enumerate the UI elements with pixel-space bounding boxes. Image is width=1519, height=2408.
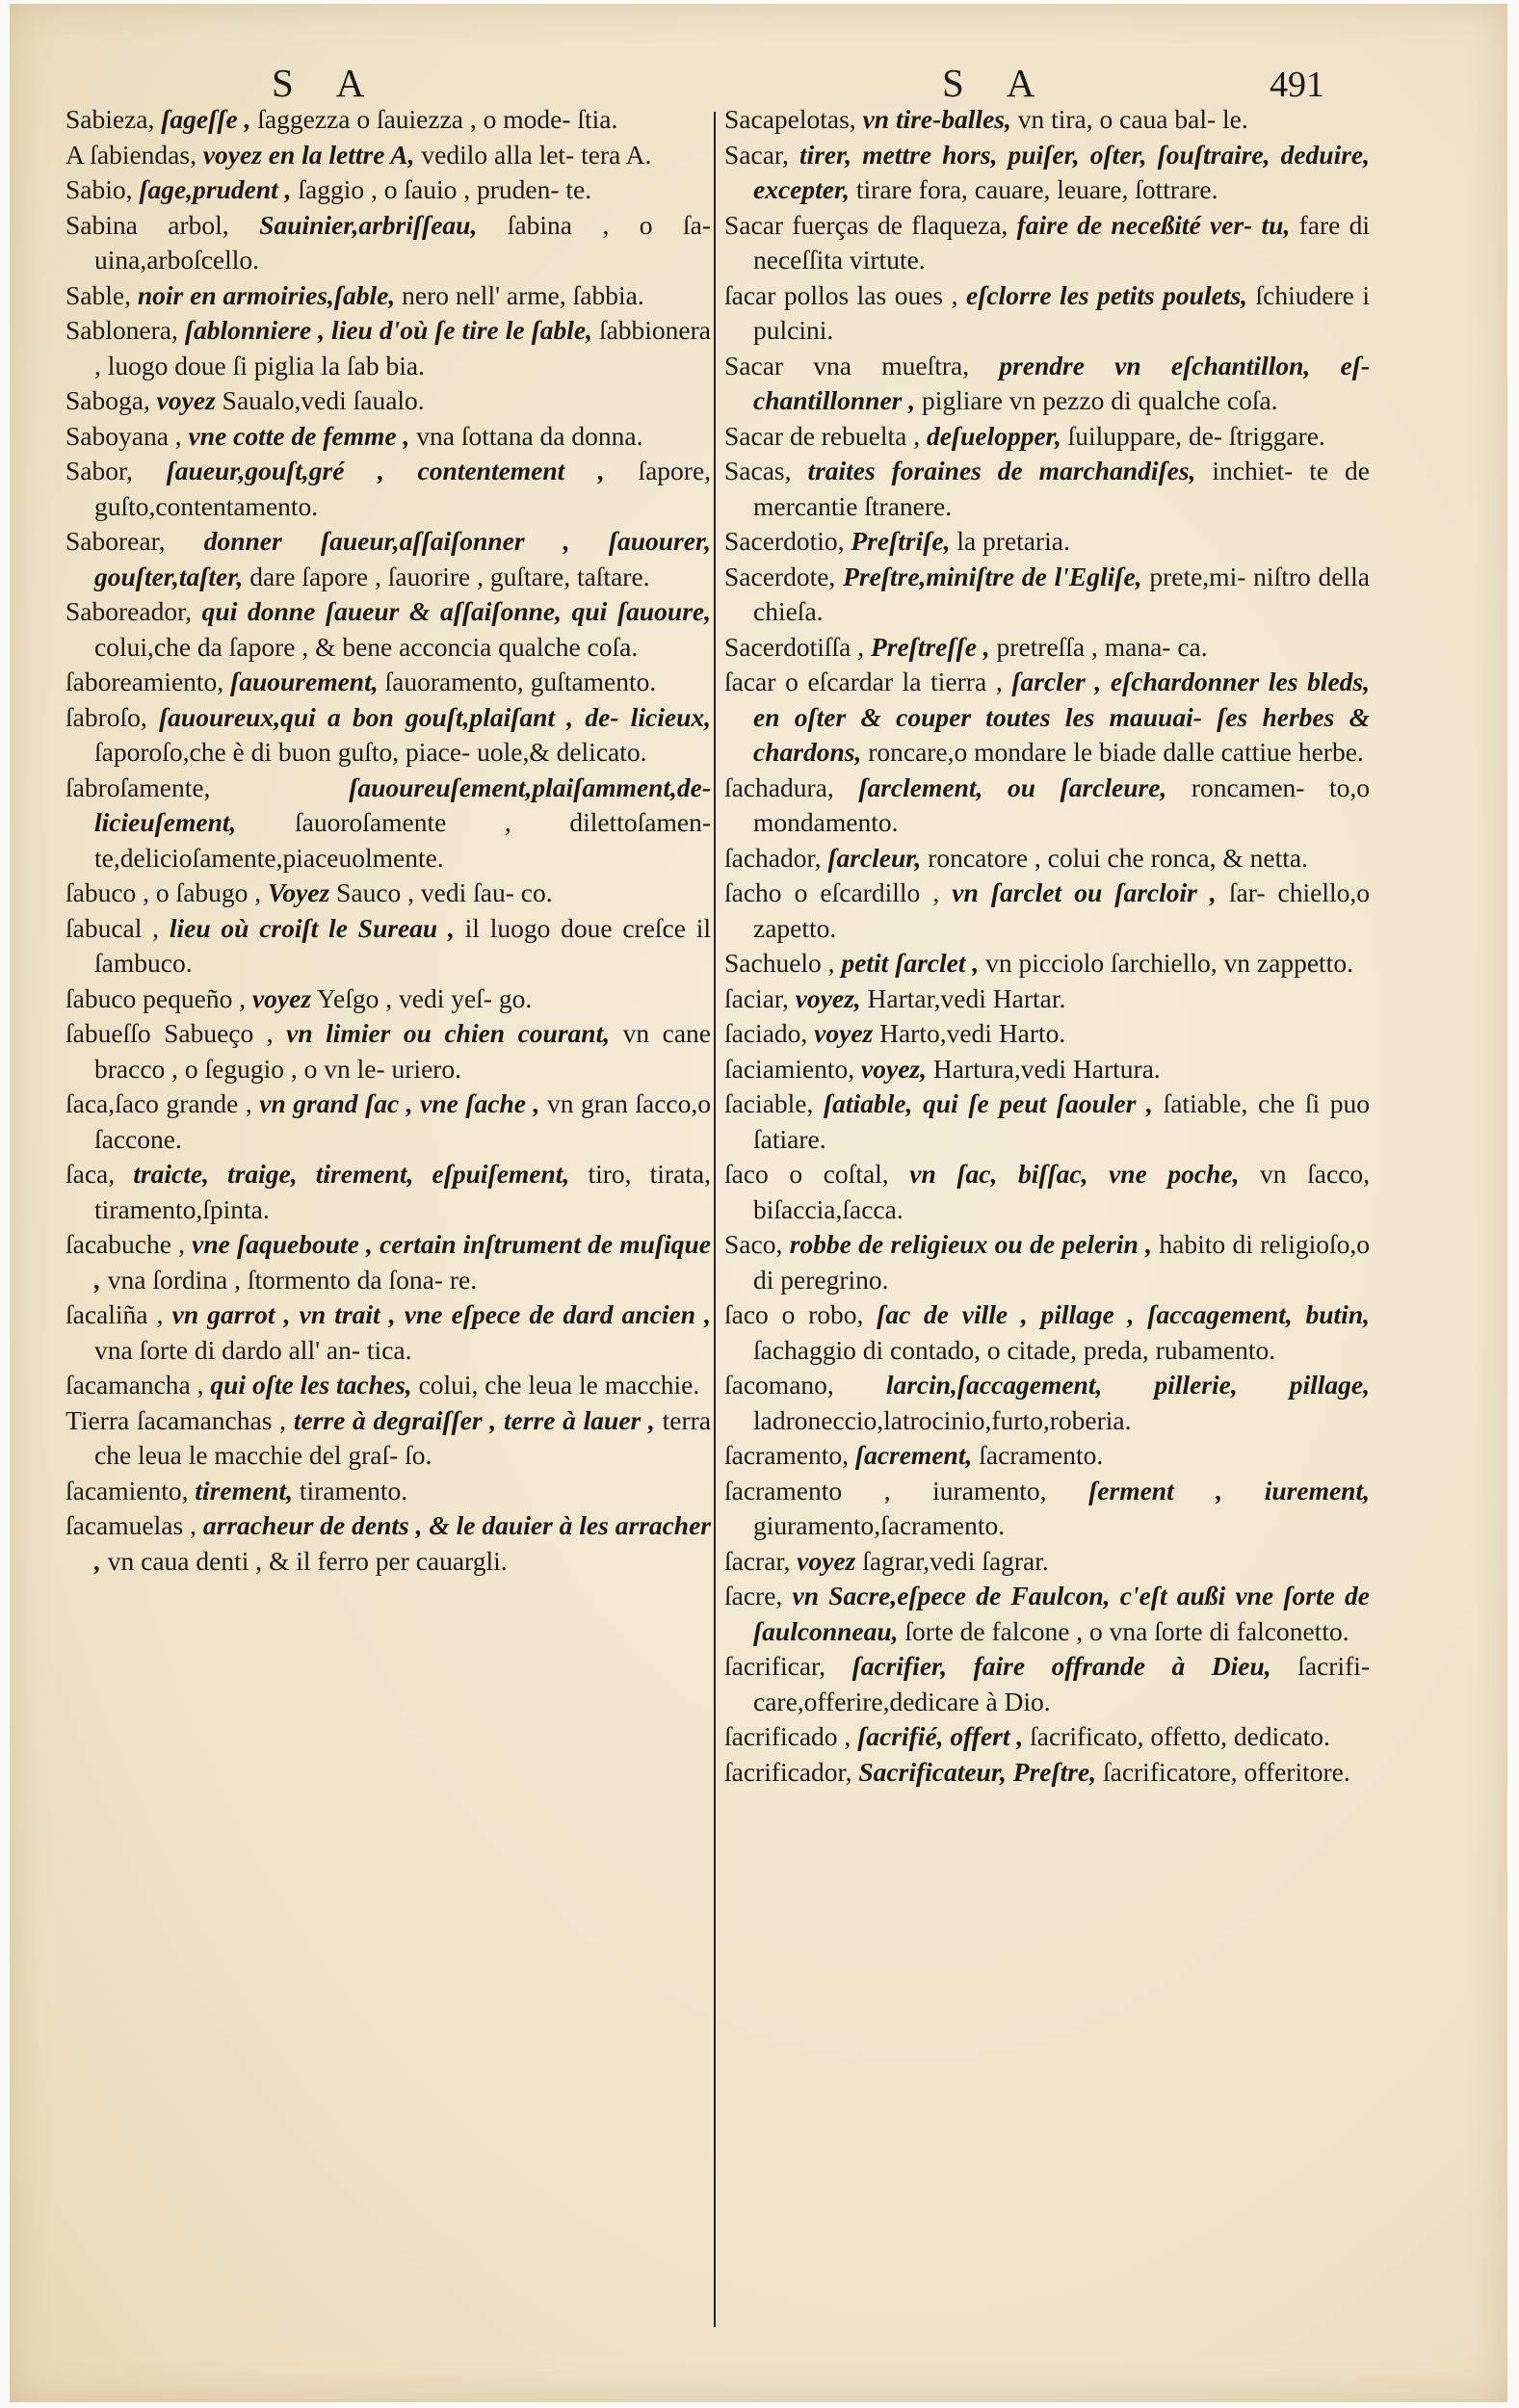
headword: ſabuco pequeño , [65,982,247,1013]
french-gloss: deſuelopper, [926,420,1061,451]
headword: ſaca,ſaco grande , [65,1088,252,1118]
dictionary-entry [724,1368,1370,1438]
dictionary-entry [65,278,711,314]
headword: Saboga, [65,385,150,415]
french-gloss: ſauourement, [230,667,379,696]
french-gloss: Preſtre,miniſtre de l'Egliſe, [843,561,1142,591]
headword: ſachador, [724,842,822,873]
french-gloss: ſerment , iurement, [1088,1475,1370,1505]
dictionary-entry [65,1016,711,1086]
italian-gloss: vn picciolo ſarchiello, vn zappetto. [985,948,1353,978]
french-gloss: arracheur de dents , & le dauier à les arracher , [94,1510,712,1576]
headword: Tierra ſacamanchas , [65,1404,287,1435]
italian-gloss: giuramento,ſacramento. [753,1510,1006,1540]
italian-gloss: tiramento. [299,1475,408,1505]
headword: ſachadura, [724,772,834,802]
headword: ſabroſamente, [65,772,211,802]
headword: ſabroſo, [65,701,147,732]
dictionary-entry [724,630,1370,666]
dictionary-entry [65,771,711,877]
headword: A ſabiendas, [65,139,196,170]
headword: ſaciado, [724,1018,808,1048]
italian-gloss: ſacramento. [979,1440,1104,1470]
headword: Sacar vna mueſtra, [724,350,970,380]
italian-gloss: ſauoramento, guſtamento. [384,667,657,696]
headword: ſacrificador, [724,1756,852,1787]
french-gloss: ſarcler , eſchardonner les bleds, en oſter & couper toutes les mauuai- ſes herbes & chardons, [753,667,1370,767]
dictionary-entry [724,102,1370,138]
french-gloss: lieu où croiſt le Sureau , [169,912,455,943]
headword: ſabueſſo Sabueço , [65,1018,274,1048]
italian-gloss: ſacrificato, offetto, dedicato. [1030,1721,1330,1751]
italian-gloss: ſagrar,vedi ſagrar. [862,1545,1049,1576]
dictionary-entry [65,208,711,278]
french-gloss: vn Sacre,eſpece de Faulcon, c'eſt außi vne ſorte de ſaulconneau, [753,1581,1370,1646]
column-divider [714,112,716,2327]
italian-gloss: inchiet- te de mercantie ſtranere. [753,456,1371,521]
dictionary-entry [724,208,1370,278]
headword: Saboyana , [65,420,182,451]
french-gloss: vne cotte de femme , [188,420,410,451]
french-gloss: ſacrifié, offert , [857,1721,1024,1751]
italian-gloss: vna ſorte di dardo all' an- tica. [94,1334,412,1365]
dictionary-entry [65,102,711,138]
french-gloss: donner ſaueur,aſſaiſonner , ſauourer, gouſter,taſter, [94,526,711,591]
headword: Sachuelo , [724,948,835,978]
dictionary-entry [724,1438,1370,1474]
italian-gloss: Hartar,vedi Hartar. [867,982,1066,1013]
french-gloss: faire de neceßité ver- tu, [1016,209,1291,240]
french-gloss: noir en armoiries,ſable, [137,279,396,310]
french-gloss: ſageſſe , [161,104,251,134]
dictionary-entry [65,594,711,665]
italian-gloss: vn caua denti , & il ferro per cauargli. [107,1545,508,1576]
headword: ſaciamiento, [724,1053,855,1084]
dictionary-entry [65,1157,711,1227]
french-gloss: vn limier ou chien courant, [286,1018,611,1048]
italian-gloss: ſaggio , o ſauio , pruden- te. [298,174,592,204]
headword: Saboreador, [65,596,193,626]
dictionary-entry [65,313,711,383]
dictionary-entry [65,700,711,771]
italian-gloss: Sauco , vedi ſau- co. [336,877,553,907]
headword: Sable, [65,279,131,310]
italian-gloss: ſachaggio di contado, o citade, preda, rubamento. [753,1334,1276,1365]
french-gloss: vn garrot , vn trait , vne eſpece de dard ancien , [171,1299,712,1329]
french-gloss: ſauoureuſement,plaiſamment,de- licieuſement, [94,772,711,837]
dictionary-entry [65,1086,711,1157]
french-gloss: voyez, [795,982,861,1013]
headword: ſacho o eſcardillo , [724,877,940,907]
headword: ſaciable, [724,1088,814,1118]
headword: ſacre, [724,1581,783,1610]
italian-gloss: roncamen- to,o mondamento. [753,772,1371,837]
italian-gloss: prete,mi- niſtro della chieſa. [753,561,1371,626]
headword: ſacamancha , [65,1370,204,1400]
dictionary-entry [724,524,1370,560]
headword: ſacamuelas , [65,1510,196,1540]
french-gloss: tirement, [195,1475,293,1505]
italian-gloss: colui,che da ſapore , & bene acconcia qualche coſa. [94,631,639,662]
dictionary-entry [65,1508,711,1579]
headword: ſacrar, [724,1545,791,1576]
headword: ſaco o coſtal, [724,1159,889,1189]
dictionary-entry [724,454,1370,524]
headword: Sacerdotio, [724,526,845,556]
headword: Sabor, [65,456,133,485]
headword: Saborear, [65,526,166,556]
italian-gloss: ſabina , o ſa- uina,arboſcello. [94,209,712,275]
headword: ſacabuche , [65,1229,185,1259]
headword: ſacramento , iuramento, [724,1475,1047,1505]
french-gloss: ſaueur,gouſt,gré , contentement , [166,456,605,485]
dictionary-entry [65,383,711,419]
french-gloss: eſclorre les petits poulets, [965,279,1248,310]
headword: ſacrificado , [724,1721,851,1751]
italian-gloss: Hartura,vedi Hartura. [932,1053,1161,1084]
left-column [65,102,711,1579]
dictionary-entry [724,1649,1370,1719]
dictionary-entry [65,1474,711,1509]
dictionary-entry [65,982,711,1017]
french-gloss: vne ſaqueboute , certain inſtrument de muſique , [94,1229,712,1295]
italian-gloss: nero nell' arme, ſabbia. [402,279,644,310]
french-gloss: voyez [156,385,216,415]
dictionary-entry [724,278,1370,349]
italian-gloss: ſabbionera , luogo doue ſi piglia la ſab bia. [94,315,711,380]
french-gloss: ſage,prudent , [139,174,292,204]
french-gloss: traicte, traige, tirement, eſpuiſement, [133,1159,570,1189]
italian-gloss: vedilo alla let- tera A. [421,139,652,170]
headword: ſaboreamiento, [65,667,224,696]
italian-gloss: ladroneccio,latrocinio,furto,roberia. [753,1404,1132,1435]
dictionary-entry [724,349,1370,419]
french-gloss: Voyez [268,877,330,907]
italian-gloss: ſar- chiello,o zapetto. [753,877,1370,943]
headword: ſabucal , [65,912,160,943]
french-gloss: qui donne ſaueur & aſſaiſonne, qui ſauoure, [201,596,711,626]
french-gloss: vn ſarclet ou ſarcloir , [952,877,1217,907]
italian-gloss: ſacrifi- care,offerire,dedicare à Dio. [753,1651,1371,1716]
headword: Sabio, [65,174,133,204]
italian-gloss: ſapore, guſto,contentamento. [94,456,712,521]
italian-gloss: habito di religioſo,o di peregrino. [753,1229,1371,1295]
italian-gloss: ſchiudere i pulcini. [753,279,1370,345]
french-gloss: larcin,ſaccagement, pillerie, pillage, [885,1370,1371,1400]
headword: ſacrificar, [724,1651,825,1681]
dictionary-entry [65,524,711,594]
headword: Sacar de rebuelta , [724,420,921,451]
french-gloss: terre à degraiſſer , terre à lauer , [293,1404,655,1435]
headword: Sacas, [724,456,792,485]
french-gloss: voyez [814,1018,874,1048]
french-gloss: ſarcleur, [827,842,922,873]
italian-gloss: pretreſſa , mana- ca. [996,631,1208,662]
dictionary-entry [65,1297,711,1368]
italian-gloss: ſorte de falcone , o vna ſorte di falconetto. [904,1615,1349,1646]
headword: ſaciar, [724,982,789,1013]
french-gloss: ſac de ville , pillage , ſaccagement, butin, [877,1299,1370,1329]
dictionary-entry [724,560,1370,630]
italian-gloss: ſauoroſamente , dilettoſamen- te,delicioſamente,piaceuolmente. [94,807,711,873]
french-gloss: ſatiable, qui ſe peut ſaouler , [824,1088,1153,1118]
italian-gloss: Yeſgo , vedi yeſ- go. [316,982,533,1013]
french-gloss: Sauinier,arbriſſeau, [259,209,478,240]
italian-gloss: ſuiluppare, de- ſtriggare. [1067,420,1325,451]
french-gloss: Preſtriſe, [851,526,951,556]
dictionary-entry [724,138,1370,208]
french-gloss: voyez [251,982,312,1013]
italian-gloss: Harto,vedi Harto. [879,1018,1066,1048]
dictionary-entry [724,1297,1370,1368]
dictionary-entry [724,1474,1370,1544]
french-gloss: tirer, mettre hors, puiſer, oſter, ſouſtraire, deduire, excepter, [753,139,1371,204]
headword: ſacomano, [724,1370,834,1400]
french-gloss: vn grand ſac , vne ſache , [259,1088,540,1118]
italian-gloss: pigliare vn pezzo di qualche coſa. [921,385,1278,415]
dictionary-entry [65,172,711,208]
dictionary-entry [724,1227,1370,1297]
headword: ſabuco , o ſabugo , [65,877,262,907]
french-gloss: voyez en la lettre A, [202,139,415,170]
french-gloss: vn tire-balles, [862,104,1011,134]
italian-gloss: fare di neceſſita virtute. [753,209,1371,275]
dictionary-entry [724,771,1370,841]
headword: ſaca, [65,1159,116,1189]
dictionary-entry [65,665,711,700]
italian-gloss: ſaggezza o ſauiezza , o mode- ſtia. [257,104,618,134]
italian-gloss: Saualo,vedi ſaualo. [222,385,425,415]
headword: Sacerdote, [724,561,836,591]
french-gloss: Sacrificateur, Preſtre, [858,1756,1097,1787]
italian-gloss: dare ſapore , ſauorire , guſtare, taſtare. [249,561,650,591]
dictionary-entry [724,1755,1370,1791]
dictionary-entry [65,1368,711,1403]
headword: ſaco o robo, [724,1299,864,1329]
dictionary-entry [65,1403,711,1474]
french-gloss: ſarclement, ou ſarcleure, [858,772,1167,802]
french-gloss: prendre vn eſchantillon, eſ- chantillonner , [753,350,1371,415]
italian-gloss: ſatiable, che ſi puo ſatiare. [753,1088,1370,1154]
italian-gloss: vn cane bracco , o ſegugio , o vn le- uriero. [94,1018,712,1084]
italian-gloss: vn ſacco, biſaccia,ſacca. [753,1159,1371,1224]
left-running-head: S A [272,61,382,105]
dictionary-entry [724,665,1370,771]
italian-gloss: il luogo doue creſce il ſambuco. [94,912,712,978]
page-number: 491 [1270,65,1324,105]
right-column [724,102,1370,1790]
french-gloss: ſablonniere , lieu d'où ſe tire le ſable, [184,315,592,345]
italian-gloss: vn gran ſacco,o ſaccone. [94,1088,712,1154]
dictionary-entry [724,946,1370,982]
headword: Sablonera, [65,315,178,345]
dictionary-entry [65,1227,711,1297]
french-gloss: ſacrement, [854,1440,973,1470]
dictionary-entry [65,876,711,911]
french-gloss: robbe de religieux ou de pelerin , [789,1229,1153,1259]
dictionary-entry [724,1052,1370,1087]
right-running-head: S A [942,61,1053,105]
french-gloss: voyez [797,1545,856,1576]
headword: Sabieza, [65,104,155,134]
dictionary-entry [724,419,1370,455]
french-gloss: qui oſte les taches, [210,1370,412,1400]
italian-gloss: vna ſottana da donna. [416,420,643,451]
headword: ſacar o eſcardar la tierra , [724,667,1003,696]
dictionary-entry [65,419,711,455]
dictionary-entry [724,982,1370,1017]
dictionary-entry [65,454,711,524]
dictionary-entry [724,841,1370,877]
headword: Saco, [724,1229,783,1259]
headword: Sacerdotiſſa , [724,631,865,662]
french-gloss: ſauoureux,qui a bon gouſt,plaiſant , de- licieux, [159,701,712,732]
dictionary-entry [724,1579,1370,1649]
headword: Sabina arbol, [65,209,229,240]
italian-gloss: ſacrificatore, offeritore. [1102,1756,1350,1787]
italian-gloss: colui, che leua le macchie. [418,1370,700,1400]
french-gloss: ſacrifier, faire offrande à Dieu, [851,1651,1271,1681]
italian-gloss: roncatore , colui che ronca, & netta. [928,842,1308,873]
headword: Sacapelotas, [724,104,856,134]
headword: ſacramento, [724,1440,850,1470]
dictionary-entry [724,1157,1370,1227]
italian-gloss: vn tira, o caua bal- le. [1017,104,1248,134]
dictionary-entry [724,1086,1370,1157]
italian-gloss: terra che leua le macchie del graſ- ſo. [94,1404,712,1470]
headword: Sacar fuerças de flaqueza, [724,209,1008,240]
dictionary-entry [65,138,711,173]
dictionary-entry [65,911,711,982]
dictionary-entry [724,1544,1370,1580]
italian-gloss: tirare fora, cauare, leuare, ſottrare. [855,174,1218,204]
french-gloss: voyez, [861,1053,927,1084]
french-gloss: petit ſarclet , [841,948,980,978]
french-gloss: vn ſac, biſſac, vne poche, [909,1159,1240,1189]
italian-gloss: tiro, tirata, tiramento,ſpinta. [94,1159,712,1224]
italian-gloss: vna ſordina , ſtormento da ſona- re. [107,1264,478,1295]
italian-gloss: la pretaria. [956,526,1070,556]
headword: ſacar pollos las oues , [724,279,958,310]
book-page [10,4,1507,2402]
french-gloss: traites foraines de marchandiſes, [807,456,1196,485]
headword: Sacar, [724,139,789,170]
dictionary-entry [724,1016,1370,1052]
dictionary-entry [724,1719,1370,1755]
italian-gloss: ſaporoſo,che è di buon guſto, piace- uole,& delicato. [94,737,647,767]
dictionary-entry [724,876,1370,946]
headword: ſacamiento, [65,1475,189,1505]
italian-gloss: roncare,o mondare le biade dalle cattiue herbe. [868,737,1364,767]
french-gloss: Preſtreſſe , [870,631,990,662]
headword: ſacaliña , [65,1299,164,1329]
